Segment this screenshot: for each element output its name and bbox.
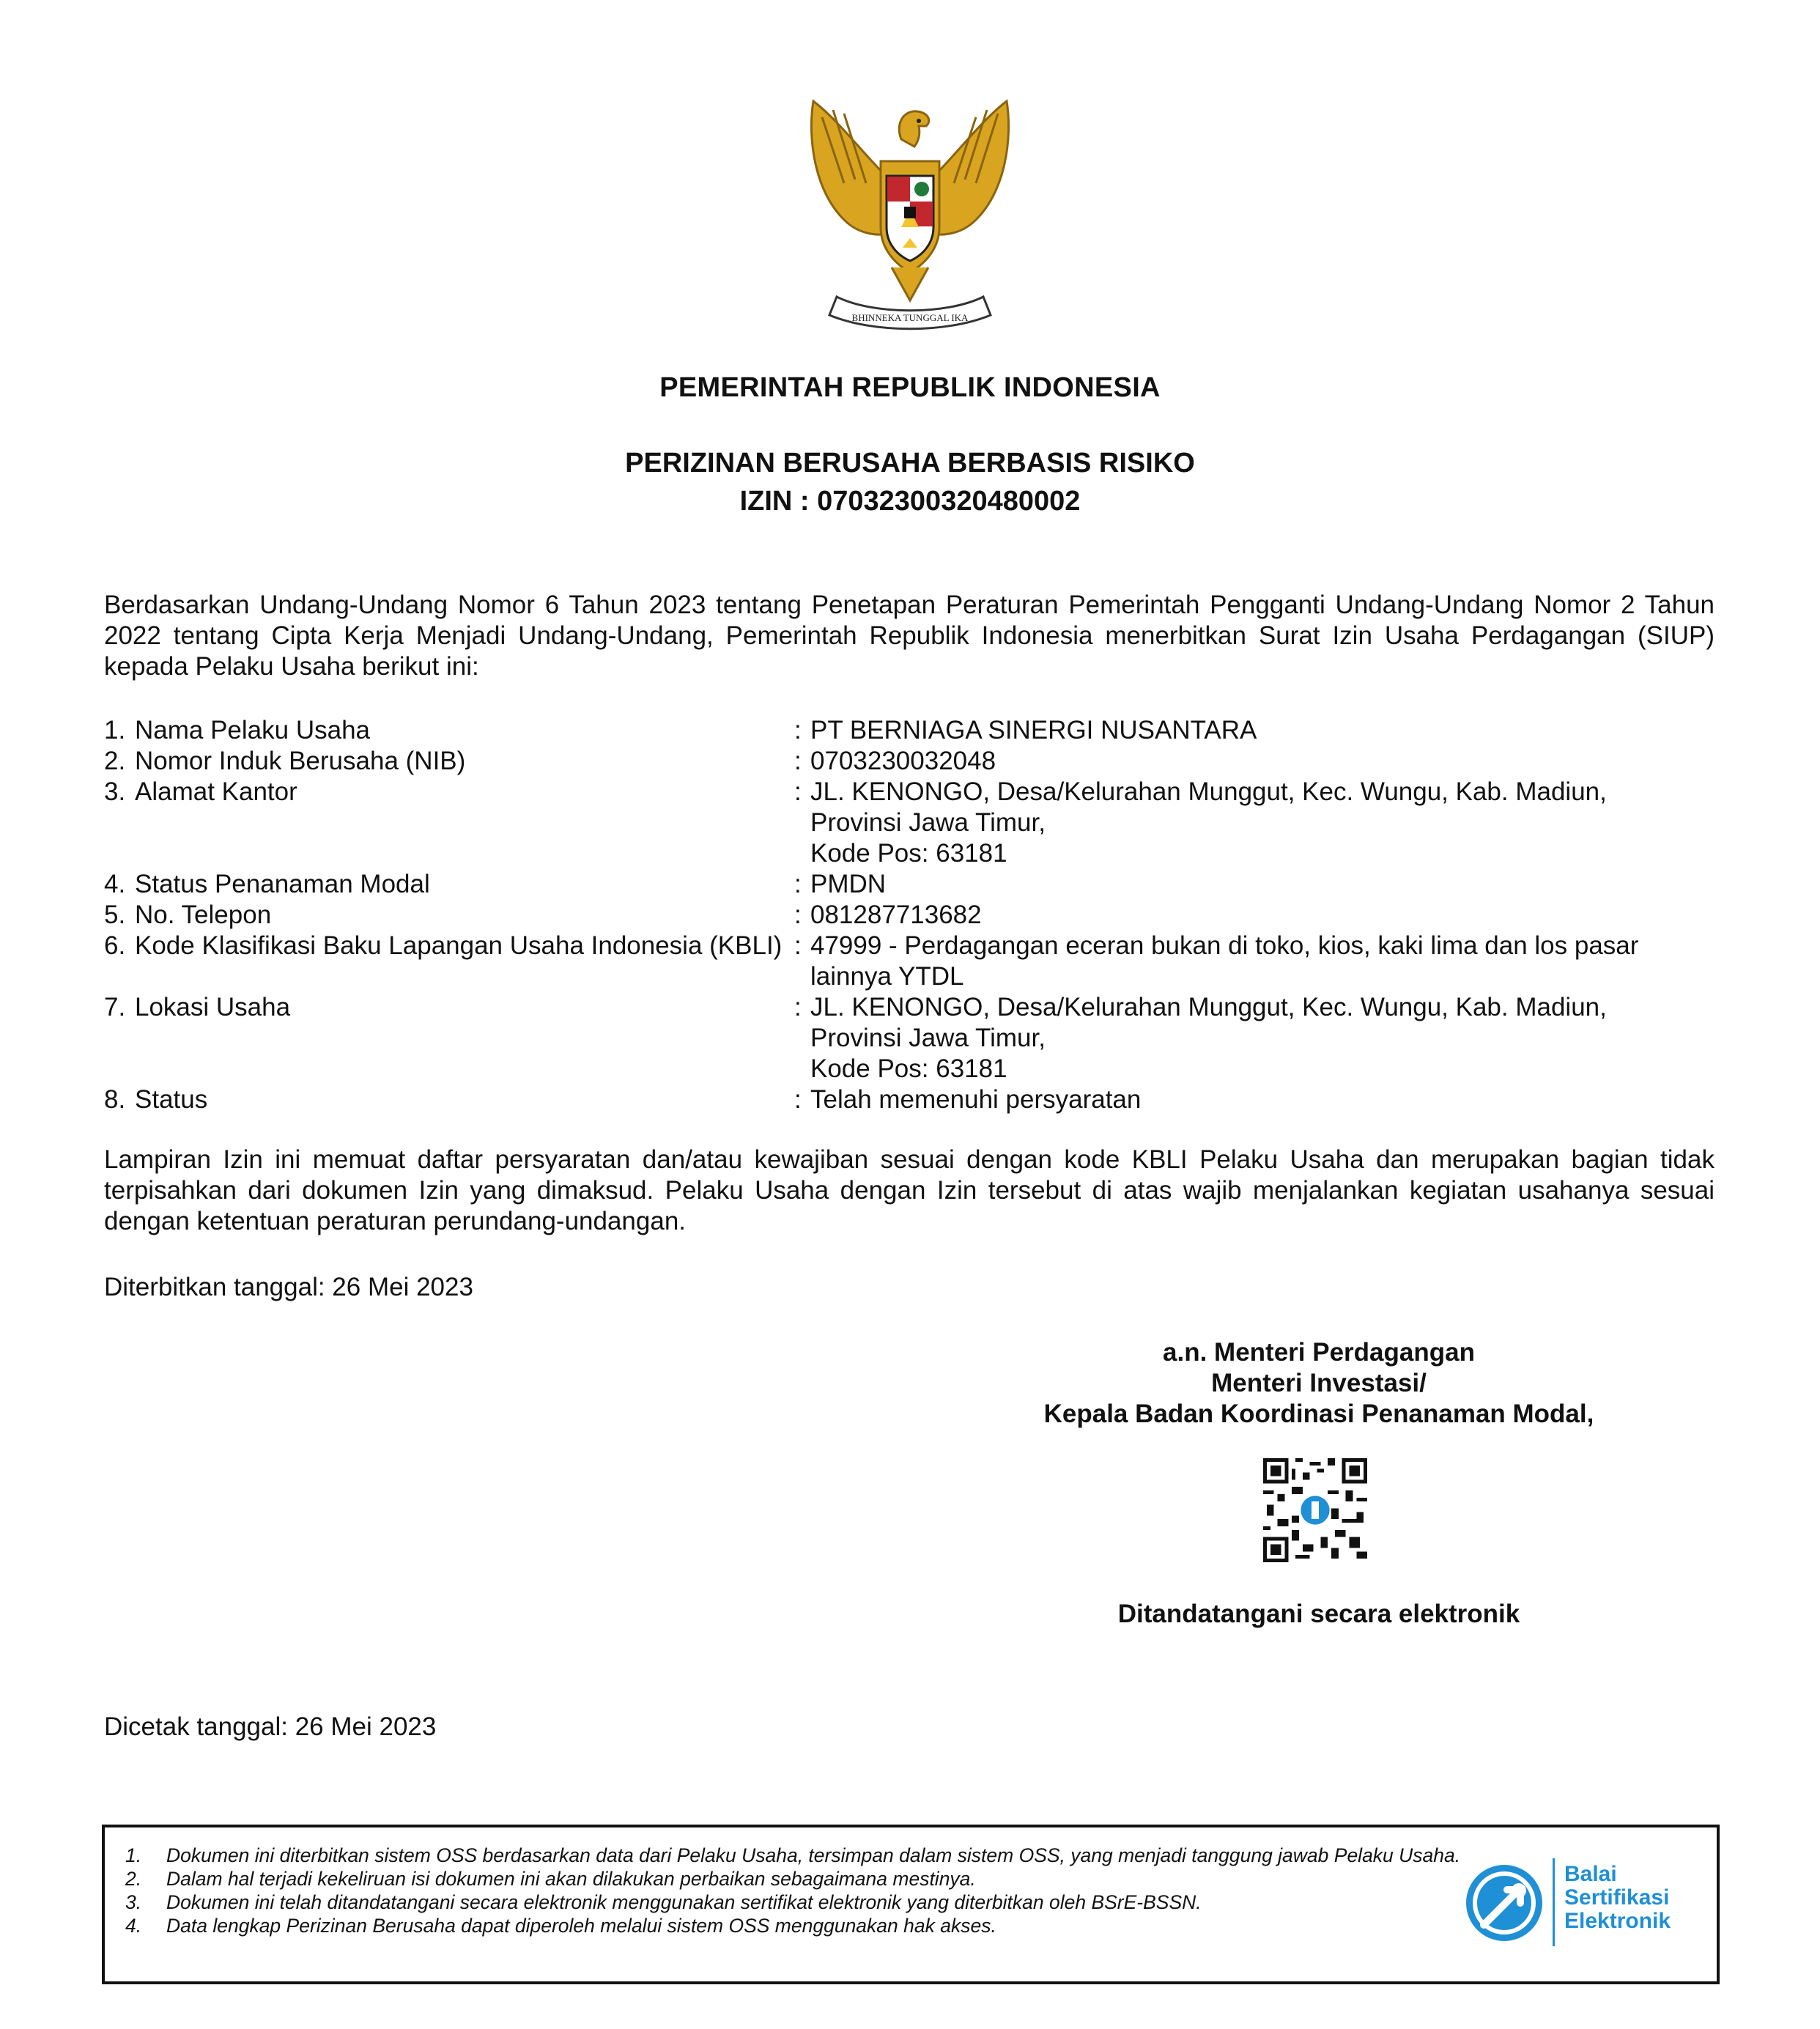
signatory-line-3: Kepala Badan Koordinasi Penanaman Modal,: [1043, 1400, 1594, 1428]
field-number: 1.: [104, 716, 126, 744]
field-number: 3.: [104, 777, 126, 806]
field-value: Provinsi Jawa Timur,: [810, 808, 1046, 837]
field-label: Status Penanaman Modal: [135, 870, 430, 898]
bsre-logo-line: Balai: [1564, 1862, 1617, 1886]
field-row: [104, 777, 1716, 869]
field-label: No. Telepon: [135, 901, 272, 929]
permit-number: IZIN : 07032300320480002: [739, 486, 1081, 517]
footer-note-number: 3.: [125, 1891, 142, 1913]
field-number: 8.: [104, 1085, 126, 1114]
closing-paragraph: Lampiran Izin ini memuat daftar persyaratan dan/atau kewajiban sesuai dengan kode KBLI Pelaku Usaha dan merupakan bagian tidak terpisahkan dari dokumen Izin yang dimaksud. Pelaku Usaha dengan Izin tersebut di atas wajib menjalankan kegiatan usahanya sesuai dengan ketentuan peraturan perundang-undangan.: [104, 1145, 1714, 1235]
footer-note-number: 4.: [125, 1915, 142, 1937]
field-colon: :: [794, 901, 802, 929]
field-value: PMDN: [810, 870, 887, 898]
field-value: 081287713682: [810, 901, 982, 929]
printed-date: Dicetak tanggal: 26 Mei 2023: [104, 1712, 437, 1741]
field-label: Nama Pelaku Usaha: [135, 716, 370, 744]
field-label: Kode Klasifikasi Baku Lapangan Usaha Indonesia (KBLI): [135, 931, 783, 960]
field-colon: :: [794, 747, 802, 775]
field-colon: :: [794, 777, 802, 806]
field-label: Status: [135, 1085, 208, 1114]
footer-notes-list: [122, 1844, 1500, 1937]
document-title: PERIZINAN BERUSAHA BERBASIS RISIKO: [625, 448, 1195, 478]
field-row: [104, 746, 1716, 777]
field-value: Kode Pos: 63181: [810, 839, 1007, 868]
field-colon: :: [794, 870, 802, 898]
signatory-line-1: a.n. Menteri Perdagangan: [1163, 1338, 1475, 1367]
field-value: PT BERNIAGA SINERGI NUSANTARA: [810, 716, 1257, 744]
field-value: 47999 - Perdagangan eceran bukan di toko, kios, kaki lima dan los pasar lainnya YTDL: [810, 931, 1639, 991]
footer-note-text: Dokumen ini telah ditandatangani secara elektronik menggunakan sertifikat elektronik yang diterbitkan oleh BSrE-BSSN.: [166, 1891, 1202, 1913]
footer-note-number: 2.: [125, 1868, 142, 1890]
field-number: 7.: [104, 993, 126, 1021]
electronic-signature-note: Ditandatangani secara elektronik: [1117, 1600, 1520, 1628]
footer-note: [122, 1867, 1500, 1891]
footer-notes-box: [102, 1825, 1720, 1984]
field-row: [104, 900, 1716, 931]
field-label: Lokasi Usaha: [135, 993, 291, 1021]
field-colon: :: [794, 931, 802, 960]
qr-code-icon: [1263, 1458, 1367, 1562]
field-row: [104, 1084, 1716, 1115]
field-value: 0703230032048: [810, 747, 996, 775]
bsre-logo-divider: [1553, 1858, 1555, 1946]
signatory-line-2: Menteri Investasi/: [1211, 1369, 1427, 1397]
footer-note: [122, 1844, 1500, 1867]
field-label: Nomor Induk Berusaha (NIB): [135, 747, 466, 775]
field-number: 2.: [104, 747, 126, 775]
document-title-block: [0, 444, 1820, 520]
field-value: JL. KENONGO, Desa/Kelurahan Munggut, Kec. Wungu, Kab. Madiun,: [810, 777, 1607, 806]
footer-note-text: Dokumen ini diterbitkan sistem OSS berdasarkan data dari Pelaku Usaha, tersimpan dalam sistem OSS, yang menjadi tanggung jawab Pelaku Usaha.: [166, 1844, 1461, 1866]
issued-date: Diterbitkan tanggal: 26 Mei 2023: [104, 1273, 473, 1301]
garuda-pancasila-emblem: [793, 81, 1027, 337]
field-colon: :: [794, 1085, 802, 1114]
footer-note: [122, 1891, 1500, 1914]
field-number: 6.: [104, 931, 126, 960]
signatory-block: [952, 1337, 1685, 1430]
government-heading: PEMERINTAH REPUBLIK INDONESIA: [659, 372, 1161, 403]
footer-note: [122, 1914, 1500, 1937]
intro-paragraph: Berdasarkan Undang-Undang Nomor 6 Tahun 2023 tentang Penetapan Peraturan Pemerintah Pengganti Undang-Undang Nomor 2 Tahun 2022 tentang Cipta Kerja Menjadi Undang-Undang, Pemerintah Republik Indonesia menerbitkan Surat Izin Usaha Perdagangan (SIUP) kepada Pelaku Usaha berikut ini:: [104, 591, 1714, 681]
field-value: Telah memenuhi persyaratan: [810, 1085, 1142, 1114]
footer-note-text: Data lengkap Perizinan Berusaha dapat diperoleh melalui sistem OSS menggunakan hak akses.: [166, 1915, 996, 1937]
field-number: 4.: [104, 870, 126, 898]
emblem-motto: BHINNEKA TUNGGAL IKA: [851, 312, 969, 323]
field-row: [104, 992, 1716, 1084]
field-value: Kode Pos: 63181: [810, 1054, 1007, 1083]
field-row: [104, 715, 1716, 746]
field-colon: :: [794, 716, 802, 744]
footer-note-text: Dalam hal terjadi kekeliruan isi dokumen ini akan dilakukan perbaikan sebagaimana mestinya.: [166, 1868, 976, 1890]
footer-note-number: 1.: [125, 1844, 142, 1866]
field-colon: :: [794, 993, 802, 1021]
field-value: JL. KENONGO, Desa/Kelurahan Munggut, Kec. Wungu, Kab. Madiun,: [810, 993, 1607, 1021]
bsre-logo-line: Elektronik: [1564, 1909, 1671, 1933]
field-label: Alamat Kantor: [135, 777, 297, 806]
field-row: [104, 869, 1716, 900]
field-row: [104, 931, 1716, 992]
business-details-list: [104, 715, 1716, 1115]
field-value: Provinsi Jawa Timur,: [810, 1024, 1046, 1052]
field-number: 5.: [104, 901, 126, 929]
bsre-logo-text: [1564, 1863, 1671, 1933]
bsre-logo-line: Sertifikasi: [1564, 1885, 1670, 1910]
